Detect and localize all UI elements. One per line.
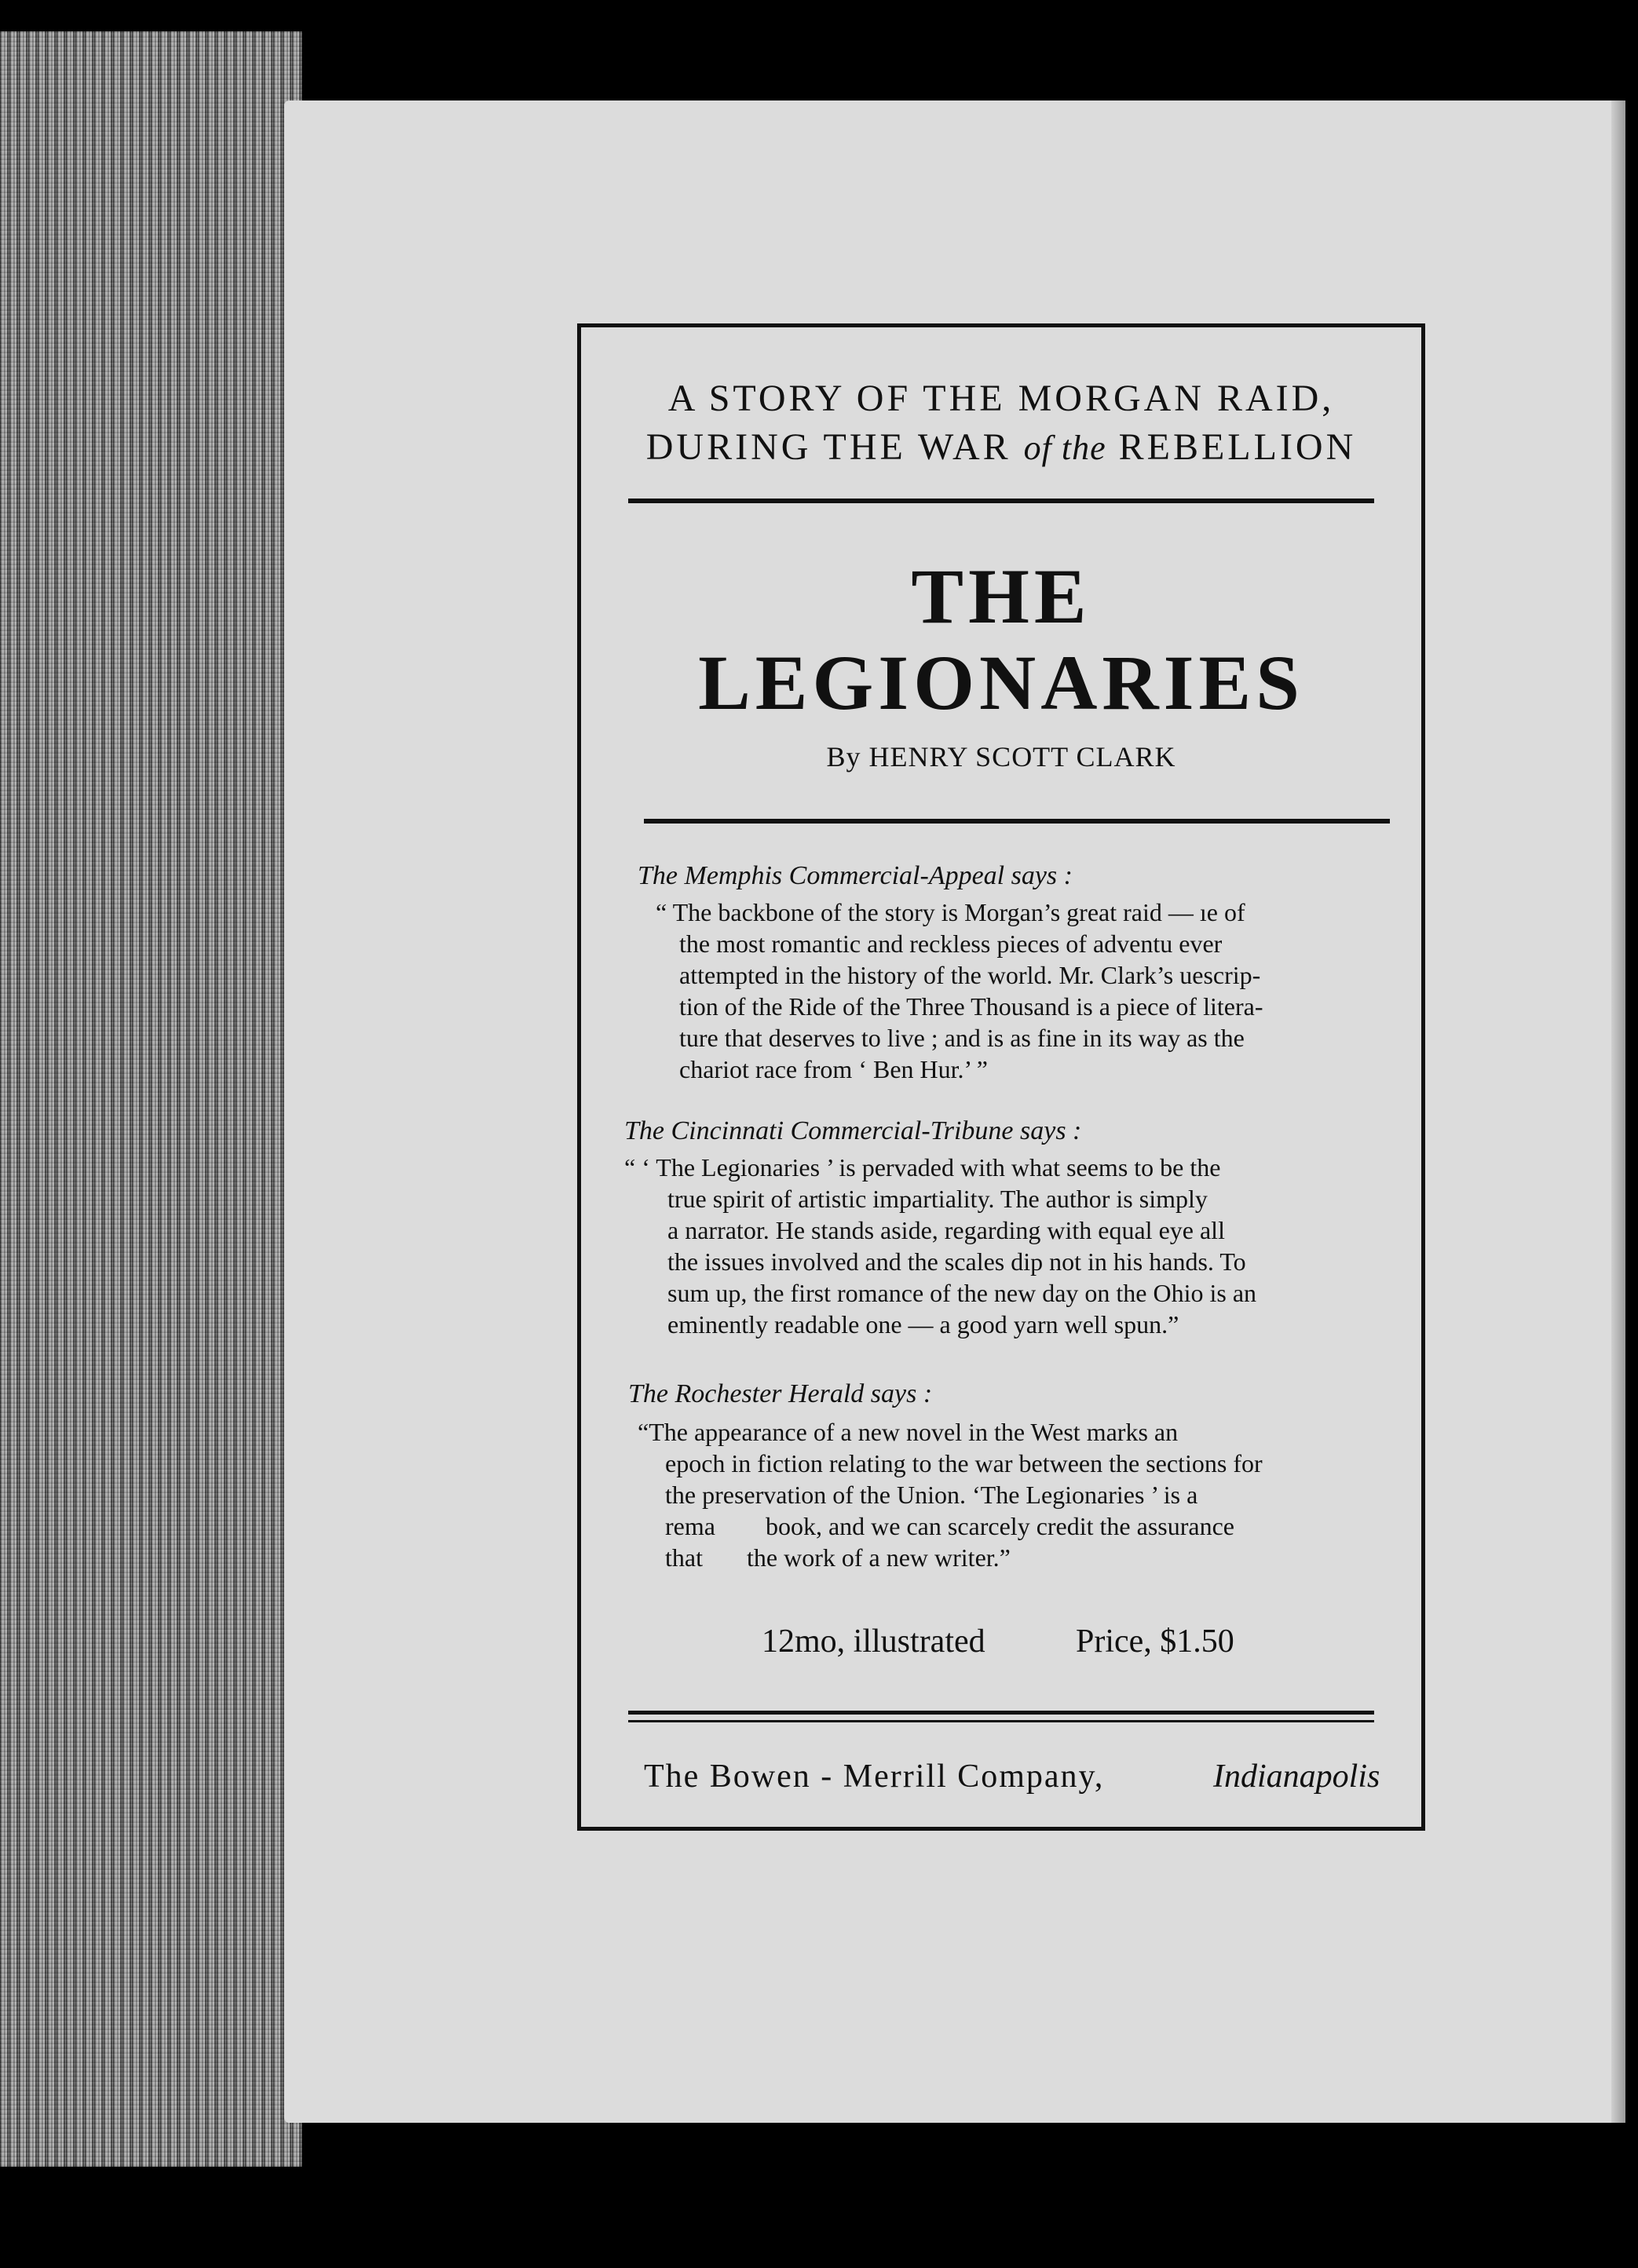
review-quote [656,897,1382,1085]
quote-line: ture that deserves to live ; and is as fine in its way as the [679,1024,1245,1052]
headline-line-2-b: of the [1023,429,1106,467]
quote-line: the most romantic and reckless pieces of adventu ever [679,929,1223,958]
rule-middle [644,819,1390,824]
quote-line: attempted in the history of the world. Mr. Clark’s uescrip- [679,961,1261,989]
quote-line: chariot race from ‘ Ben Hur.’ ” [679,1055,988,1083]
publisher-city: Indianapolis [1213,1759,1380,1795]
rule-double-bottom [628,1720,1374,1722]
quote-line: sum up, the first romance of the new day on the Ohio is an [667,1279,1257,1307]
byline: By HENRY SCOTT CLARK [826,741,1176,772]
book-title-line-1: THE [911,553,1091,640]
advertisement-frame [577,323,1425,1831]
book-title-line-2: LEGIONARIES [698,639,1304,726]
quote-line: “The appearance of a new novel in the West marks an [638,1418,1179,1446]
headline-line-2 [581,423,1421,473]
headline-line-1: A STORY OF THE MORGAN RAID, [667,378,1335,419]
quote-line: a narrator. He stands aside, regarding with equal eye all [667,1216,1225,1244]
book-page-edges [0,31,302,2167]
page-right-edge [1611,100,1625,2123]
quote-line: “ The backbone of the story is Morgan’s great raid — ıe of [656,898,1245,926]
headline-line-2-c: REBELLION [1118,426,1357,468]
review-quote [624,1152,1382,1340]
review-source: The Cincinnati Commercial-Tribune says : [624,1116,1082,1145]
price-format: 12mo, illustrated [762,1623,985,1660]
publisher-name: The Bowen - Merrill Company, [644,1759,1105,1795]
rule-double-top [628,1711,1374,1715]
quote-line: the preservation of the Union. ‘The Legionaries ’ is a [665,1481,1198,1509]
quote-line: true spirit of artistic impartiality. The author is simply [667,1185,1208,1213]
review-source: The Memphis Commercial-Appeal says : [638,861,1073,890]
quote-line: eminently readable one — a good yarn well spun.” [667,1310,1179,1339]
review-quote [638,1416,1382,1573]
quote-line: tion of the Ride of the Three Thousand is a piece of litera- [679,992,1263,1021]
quote-line: rema book, and we can scarcely credit the assurance [665,1512,1234,1540]
quote-line: that the work of a new writer.” [665,1543,1011,1572]
quote-line: “ ‘ The Legionaries ’ is pervaded with what seems to be the [624,1153,1221,1181]
headline-line-2-a: DURING THE WAR [645,426,1011,468]
headline [581,374,1421,473]
quote-line: the issues involved and the scales dip not in his hands. To [667,1247,1246,1276]
price: Price, $1.50 [1076,1623,1234,1660]
review-source: The Rochester Herald says : [628,1379,933,1408]
quote-line: epoch in fiction relating to the war between the sections for [665,1449,1263,1477]
rule-top [628,499,1374,503]
